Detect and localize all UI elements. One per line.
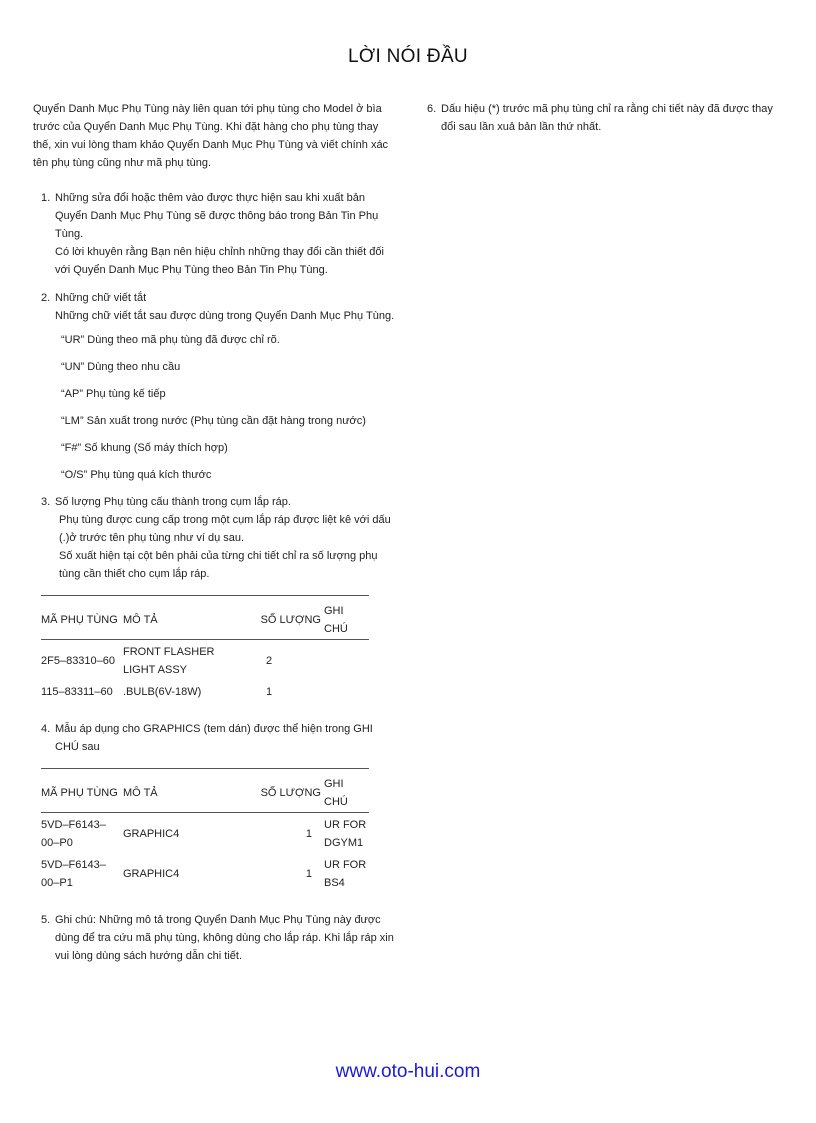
abbreviation-entry: “UN” Dùng theo nhu cầu	[61, 361, 181, 373]
item-text: Số lượng Phụ tùng cấu thành trong cụm lắp ráp.	[55, 496, 291, 508]
part-description: GRAPHIC4	[123, 868, 180, 880]
part-description: FRONT FLASHER LIGHT ASSY	[123, 646, 215, 676]
table-row	[41, 813, 369, 854]
right-column	[427, 100, 782, 144]
list-item-3	[33, 493, 395, 583]
column-header: MÔ TẢ	[123, 596, 239, 640]
item-text: Những sửa đổi hoặc thêm vào được thực hiện sau khi xuất bản Quyển Danh Mục Phụ Tùng sẽ được thông báo trong Bản Tin Phụ Tùng.	[55, 192, 379, 240]
list-item-5	[33, 911, 395, 965]
part-quantity: 1	[305, 828, 312, 840]
part-remark: UR FOR BS4	[324, 859, 367, 889]
part-description: GRAPHIC4	[123, 828, 180, 840]
graphics-table	[41, 768, 369, 893]
part-quantity: 1	[266, 686, 273, 698]
column-header: SỐ LƯỢNG	[239, 769, 324, 813]
abbreviation-entry: “LM” Sản xuất trong nước (Phụ tùng cần đặt hàng trong nước)	[61, 415, 366, 427]
list-item-4	[33, 720, 395, 756]
column-header: MÃ PHỤ TÙNG	[41, 769, 123, 813]
item-number: 2.	[41, 292, 51, 304]
list-item-2	[33, 289, 395, 484]
item-text: Ghi chú: Những mô tả trong Quyển Danh Mục Phụ Tùng này được dùng để tra cứu mã phụ tùng, không dùng cho lắp ráp. Khi lắp ráp xin vui lòng dùng sách hướng dẫn chi tiết.	[55, 914, 394, 962]
abbreviation-list	[61, 331, 395, 484]
page-title: LỜI NÓI ĐẦU	[348, 46, 468, 67]
item-text: Có lời khuyên rằng Bạn nên hiệu chỉnh những thay đổi cần thiết đối với Quyển Danh Mục Phụ Tùng theo Bản Tin Phụ Tùng.	[55, 246, 384, 276]
list-item-6	[427, 100, 782, 136]
part-number: 2F5–83310–60	[41, 655, 116, 667]
abbreviation-entry: “UR” Dùng theo mã phụ tùng đã được chỉ rõ.	[61, 334, 280, 346]
column-header: SỐ LƯỢNG	[239, 596, 324, 640]
item-text: Những chữ viết tắt sau được dùng trong Quyển Danh Mục Phụ Tùng.	[55, 310, 395, 322]
item-text: Những chữ viết tắt	[55, 292, 147, 304]
part-remark	[324, 680, 369, 702]
column-header: MÔ TẢ	[123, 769, 239, 813]
item-number: 1.	[41, 192, 51, 204]
intro-paragraph: Quyển Danh Mục Phụ Tùng này liên quan tới phụ tùng cho Model ở bìa trước của Quyển Danh Mục Phụ Tùng. Khi đặt hàng cho phụ tùng thay thế, xin vui lòng tham khảo Quyển Danh Mục Phụ Tùng và viết chính xác tên phụ tùng cũng như mã phụ tùng.	[33, 103, 389, 169]
column-header: GHI CHÚ	[324, 769, 369, 813]
footer-website-link[interactable]: www.oto-hui.com	[335, 1061, 481, 1082]
item-text: Dấu hiệu (*) trước mã phụ tùng chỉ ra rằng chi tiết này đã được thay đổi sau lần xuả bản lần thứ nhất.	[441, 103, 773, 133]
item-text: Số xuất hiện tại cột bên phải của từng chi tiết chỉ ra số lượng phụ tùng cần thiết cho cụm lắp ráp.	[59, 550, 378, 580]
column-header: GHI CHÚ	[324, 596, 369, 640]
part-description: .BULB(6V-18W)	[123, 686, 202, 698]
item-number: 4.	[41, 723, 51, 735]
part-number: 5VD–F6143–00–P1	[41, 859, 106, 889]
part-number: 115–83311–60	[41, 686, 113, 698]
column-header: MÃ PHỤ TÙNG	[41, 596, 123, 640]
part-remark: UR FOR DGYM1	[324, 819, 367, 849]
item-number: 5.	[41, 914, 51, 926]
item-number: 3.	[41, 496, 51, 508]
item-text: Phụ tùng được cung cấp trong một cụm lắp ráp được liệt kê với dấu (.)ở trước tên phụ tùng như ví dụ sau.	[59, 514, 391, 544]
table-row	[41, 640, 369, 681]
abbreviation-entry: “AP” Phụ tùng kế tiếp	[61, 388, 166, 400]
left-column	[33, 100, 395, 973]
part-number: 5VD–F6143–00–P0	[41, 819, 106, 849]
table-row	[41, 853, 369, 893]
item-text: Mẫu áp dụng cho GRAPHICS (tem dán) được thể hiện trong GHI CHÚ sau	[55, 723, 373, 753]
assembly-parts-table	[41, 595, 369, 702]
table-row	[41, 680, 369, 702]
list-item-1	[33, 189, 395, 279]
part-quantity: 1	[305, 868, 312, 880]
abbreviation-entry: “O/S” Phụ tùng quá kích thước	[61, 469, 212, 481]
item-number: 6.	[427, 103, 437, 115]
part-quantity: 2	[266, 655, 273, 667]
part-remark	[324, 640, 369, 681]
abbreviation-entry: “F#” Số khung (Số máy thích hợp)	[61, 442, 228, 454]
